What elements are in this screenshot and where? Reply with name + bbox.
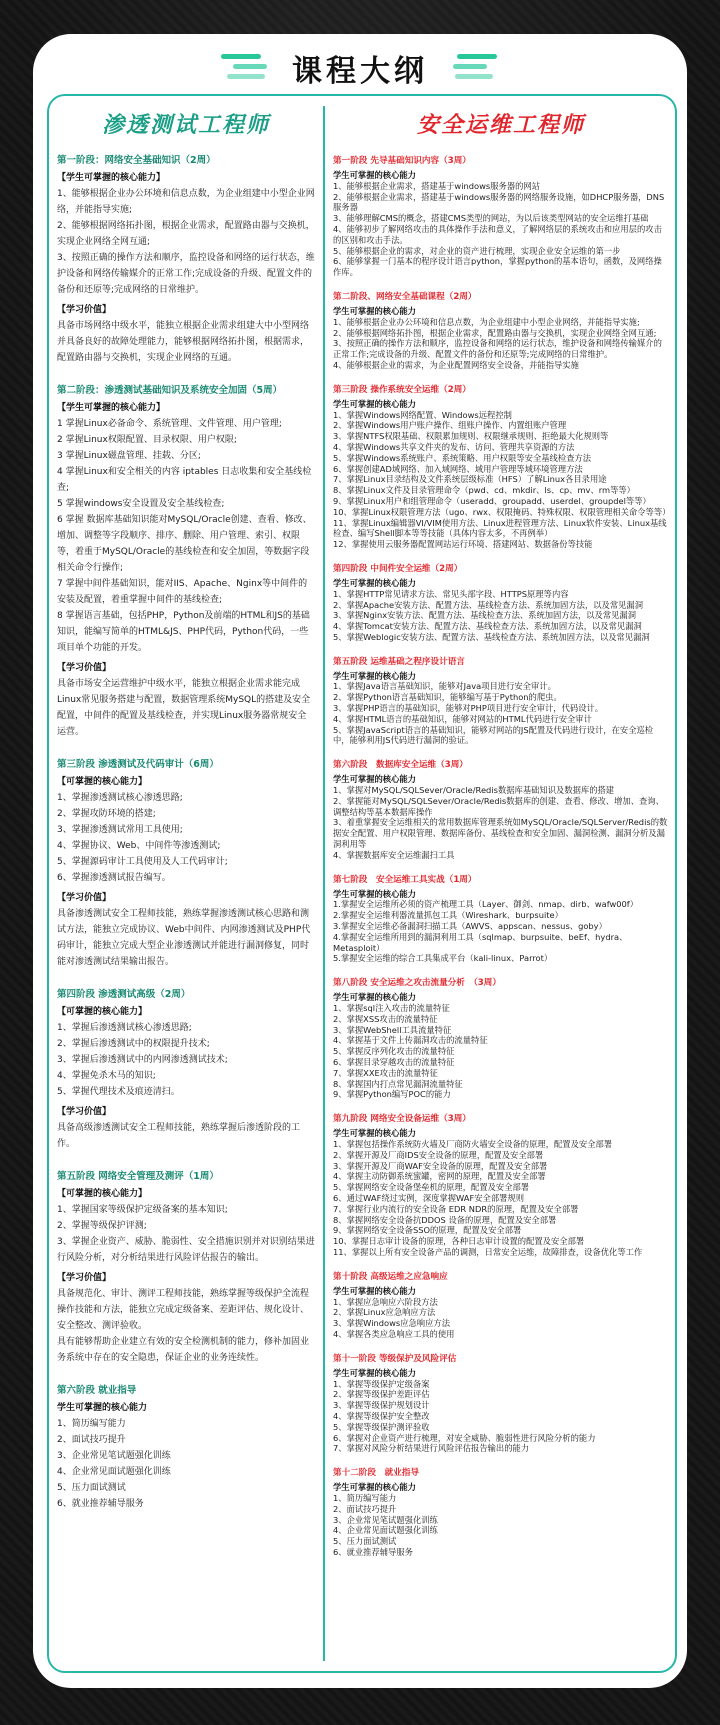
list-item: 2、能够根据企业需求，搭建基于windows服务器的网络服务设施，如DHCP服务器，DNS服务器 <box>333 191 665 213</box>
stage-title: 第四阶段 渗透测试高级（2周） <box>57 989 191 1000</box>
list-item: 1、掌握应急响应六阶段方法 <box>333 1296 438 1307</box>
list-item: 5、掌握Windows系统账户、系统策略、用户权限等安全基线检查方法 <box>333 452 592 463</box>
page-title: 课程大纲 <box>292 54 428 89</box>
right-stage <box>333 655 669 747</box>
list-item: 5 掌握windows安全设置及安全基线检查; <box>57 499 225 509</box>
list-item: 2、掌握开源及厂商IDS安全设备的原理，配置及安全部署 <box>333 1149 544 1160</box>
stage-spacer <box>333 1340 669 1346</box>
section-label: 【学生可掌握的核心能力】 <box>57 403 166 413</box>
list-item: 4、掌握免杀木马的知识; <box>57 1071 156 1081</box>
stage-section <box>333 1286 669 1340</box>
stage-section <box>333 1128 669 1258</box>
section-label: 【学习价值】 <box>57 663 112 673</box>
section-label: 【学习价值】 <box>57 1273 112 1283</box>
stage-spacer <box>333 550 669 556</box>
list-item: 3、掌握Nginx安装方法、配置方法、基线检查方法、系统加固方法，以及常见漏洞 <box>333 610 637 621</box>
list-item: 5、掌握源码审计工具使用及人工代码审计; <box>57 857 228 867</box>
list-item: 4、掌握基于文件上传漏洞攻击的流量特征 <box>333 1035 488 1046</box>
section-label: 【学生可掌握的核心能力】 <box>57 173 166 183</box>
list-item: 2 掌握Linux权限配置、目录权限、用户权限; <box>57 435 237 445</box>
list-item: 4、能够根据企业的需求，为企业配置网络安全设备，并能指导实施 <box>333 359 579 370</box>
section-label: 学生可掌握的核心能力 <box>333 305 416 316</box>
stage-spacer <box>57 740 315 752</box>
list-item: 2、能够根据网络拓扑图，根据企业需求，配置路由器与交换机，实现企业网络全网互通; <box>57 221 315 247</box>
list-item: 6 掌握 数据库基础知识能对MySQL/Oracle创建、查看、修改、增加、调整等字段顺序、排序、删除、用户管理、索引、权限等，着重于MySQL/Oracle的基线检查和安全加固，等数据字段相关命令行操作; <box>57 515 312 573</box>
stage-section <box>333 170 669 278</box>
list-item: 1、掌握渗透测试核心渗透思路; <box>57 793 183 803</box>
right-stage <box>333 1352 669 1454</box>
list-item: 5、掌握反序列化攻击的流量特征 <box>333 1046 455 1057</box>
stage-title: 第五阶段 网络安全管理及测评（1周） <box>57 1171 219 1182</box>
list-item: 3、掌握后渗透测试中的内网渗透测试技术; <box>57 1055 228 1065</box>
stage-title: 第六阶段 数据库安全运维（3周） <box>333 760 468 771</box>
section-label: 学生可掌握的核心能力 <box>333 1482 416 1493</box>
list-item: 2、能够根据网络拓扑图，根据企业需求，配置路由器与交换机，实现企业网络全网互通; <box>333 327 657 338</box>
stage-title: 第五阶段 运维基础之程序设计语言 <box>333 656 465 667</box>
list-item: 3、能够理解CMS的概念，搭建CMS类型的网站，为以后该类型网站的安全运维打基础 <box>333 213 649 224</box>
stage-section <box>57 1400 315 1512</box>
list-item: 3、着重掌握安全运维相关的常用数据库管理系统如MySQL/Oracle/SQLServer/Redis的数据安全配置、用户权限管理、数据库备份、基线检查和安全加固、漏洞检测、漏洞分析及漏洞利用等 <box>333 817 668 850</box>
list-item: 1、掌握sql注入攻击的流量特征 <box>333 1003 450 1014</box>
list-item: 10、掌握Linux权限管理方法（ugo、rwx、权限掩码、特殊权限、权限管理相关命令等等） <box>333 506 671 517</box>
left-column-title: 渗透测试工程师 <box>101 113 270 138</box>
left-column-body <box>57 152 315 1524</box>
syllabus-card <box>33 34 687 1688</box>
stage-title: 第十二阶段 就业指导 <box>333 1468 419 1479</box>
column-divider <box>323 106 325 1661</box>
list-item: 1、掌握后渗透测试核心渗透思路; <box>57 1023 192 1033</box>
list-item: 5、压力面试测试 <box>333 1536 397 1547</box>
list-item: 1、能够根据企业需求，搭建基于windows服务器的网站 <box>333 180 541 191</box>
list-item: 1、掌握Java语言基础知识，能够对Java项目进行安全审计。 <box>333 681 556 692</box>
list-item: 2.掌握安全运维利器流量抓包工具（Wireshark、burpsuite） <box>333 910 563 921</box>
stage-spacer <box>333 1454 669 1460</box>
stage-spacer <box>333 643 669 649</box>
list-item: 6、就业推荐辅导服务 <box>333 1546 413 1557</box>
list-item: 具备市场安全运营维护中级水平，能独立根据企业需求能完成Linux常见服务搭建与配置，数据管理系统MySQL的搭建及安全配置，中间件的配置及基线检查，并实现Linux服务器常规安全运营。 <box>57 679 311 737</box>
list-item: 2、掌握Apache安装方法、配置方法、基线检查方法、系统加固方法，以及常见漏洞 <box>333 599 644 610</box>
right-column <box>333 96 669 1564</box>
stage-spacer <box>57 1512 315 1524</box>
list-item: 4、能够初步了解网络攻击的具体操作手法和意义，了解网络层的系统攻击和应用层的攻击的区别和攻击手法。 <box>333 223 662 245</box>
stage-spacer <box>333 746 669 752</box>
stage-section <box>57 170 315 298</box>
title-decoration-right <box>453 64 487 69</box>
right-stage <box>333 1112 669 1258</box>
stage-section <box>333 671 669 747</box>
stage-section <box>57 1270 315 1366</box>
list-item: 1.掌握安全运维所必须的资产梳理工具（Layer、御剑、nmap、dirb、wafw00f） <box>333 899 639 910</box>
stage-title: 第四阶段 中间件安全运维（2周） <box>333 563 463 574</box>
list-item: 6、掌握目录穿越攻击的流量特征 <box>333 1057 455 1067</box>
right-stage <box>333 976 669 1100</box>
stage-title: 第三阶段 操作系统安全运维（2周） <box>333 384 471 395</box>
stage-section <box>333 992 669 1100</box>
stage-section <box>333 306 669 371</box>
stage-title: 第二阶段、网络安全基础课程（2周） <box>333 291 477 302</box>
list-item: 4、掌握HTML语言的基础知识，能够对网站的HTML代码进行安全审计 <box>333 713 592 724</box>
stage-spacer <box>333 1558 669 1564</box>
list-item: 6、就业推荐辅导服务 <box>57 1499 144 1509</box>
left-stage <box>57 1168 315 1366</box>
list-item: 6、能够掌握一门基本的程序设计语言python，掌握python的基本语句，函数，及网络操作库。 <box>333 256 662 278</box>
list-item: 5.掌握安全运维的综合工具集成平台（kali-linux、Parrot） <box>333 953 553 964</box>
stage-title: 第八阶段 安全运维之攻击流量分析 （3周） <box>333 978 501 989</box>
stage-section <box>57 890 315 970</box>
list-item: 3、掌握开源及厂商WAF安全设备的原理，配置及安全部署 <box>333 1160 548 1171</box>
stage-title: 第七阶段 安全运维工具实战（1周） <box>333 874 477 885</box>
stage-section <box>57 1104 315 1152</box>
stage-spacer <box>333 371 669 377</box>
list-item: 3、掌握企业资产、威胁、脆弱性、安全措施识别并对识别结果进行风险分析，对分析结果进行风险评估报告的输出。 <box>57 1237 315 1263</box>
list-item: 3、掌握等级保护规划设计 <box>333 1400 430 1411</box>
stage-section <box>57 774 315 886</box>
section-label: 学生可掌握的核心能力 <box>333 1128 416 1139</box>
list-item: 8、掌握Linux文件及目录管理命令（pwd、cd、mkdir、ls、cp、mv、rm等等） <box>333 485 635 496</box>
stage-spacer <box>333 278 669 284</box>
list-item: 2、掌握Python语言基础知识，能够编写基于Python的爬虫。 <box>333 692 562 703</box>
stage-section <box>57 400 315 656</box>
list-item: 3.掌握安全运维必备漏洞扫描工具（AWVS、appscan、nessus、goby） <box>333 921 607 932</box>
list-item: 7、掌握XXE攻击的流量特征 <box>333 1067 438 1078</box>
list-item: 具备规范化、审计、测评工程师技能，熟练掌握等级保护全流程操作技能和方法，能独立完成定级备案、差距评估、规化设计、安全整改、测评验收。 <box>57 1289 310 1331</box>
right-column-title: 安全运维工程师 <box>416 113 585 138</box>
stage-spacer <box>333 1258 669 1264</box>
list-item: 4、掌握Tomcat安装方法、配置方法、基线检查方法、系统加固方法，以及常见漏洞 <box>333 621 642 632</box>
section-label: 学生可掌握的核心能力 <box>333 774 416 785</box>
right-stage <box>333 873 669 965</box>
stage-title: 第六阶段 就业指导 <box>57 1385 137 1396</box>
section-label: 学生可掌握的核心能力 <box>333 888 416 899</box>
list-item: 9、掌握网络安全设备SSO的原理，配置及安全部署 <box>333 1225 522 1236</box>
list-item: 3、掌握WebShell工具流量特征 <box>333 1024 452 1035</box>
stage-spacer <box>57 366 315 378</box>
stage-title: 第三阶段 渗透测试及代码审计（6周） <box>57 759 219 770</box>
list-item: 9、掌握Linux用户和组管理命令（useradd、groupadd、userdel、groupdel等等） <box>333 495 651 506</box>
stage-section <box>333 1482 669 1558</box>
list-item: 5、掌握网络安全设备堡垒机的原理，配置及安全部署 <box>333 1182 530 1193</box>
section-label: 学生可掌握的核心能力 <box>333 670 416 681</box>
right-stage <box>333 1270 669 1340</box>
two-column-frame <box>47 94 677 1673</box>
list-item: 5、压力面试测试 <box>57 1483 126 1493</box>
list-item: 4.掌握安全运维所用到的漏洞利用工具（sqlmap、burpsuite、beEf、hydra、Metasploit） <box>333 931 628 953</box>
stage-title: 第二阶段：渗透测试基础知识及系统安全加固（5周） <box>57 385 283 396</box>
list-item: 4 掌握Linux和安全相关的内容 iptables 日志收集和安全基线检查; <box>57 467 312 493</box>
list-item: 1、掌握国家等级保护定级备案的基本知识; <box>57 1205 228 1215</box>
list-item: 1、简历编写能力 <box>333 1492 397 1503</box>
stage-spacer <box>333 964 669 970</box>
list-item: 1、能够根据企业办公环境和信息点数，为企业组建中小型企业网络，并能指导实施; <box>57 189 315 215</box>
list-item: 4、企业常见面试题强化训练 <box>57 1467 171 1477</box>
list-item: 5、掌握JavaScript语言的基础知识，能够对网站的JS配置及代码进行设计，在安全巡检中，能够利用JS代码进行漏洞的验证。 <box>333 724 654 746</box>
section-label: 学生可掌握的核心能力 <box>333 1367 416 1378</box>
list-item: 4、掌握数据库安全运维漏扫工具 <box>333 849 455 860</box>
list-item: 4、掌握Windows共享文件夹的发布、访问、管理共享资源的方法 <box>333 441 575 452</box>
stage-section <box>333 889 669 965</box>
right-column-body <box>333 154 669 1564</box>
list-item: 7 掌握中间件基础知识，能对IIS、Apache、Nginx等中间件的安装及配置，着重掌握中间件的基线检查; <box>57 579 308 605</box>
list-item: 11、掌握以上所有安全设备产品的调测，日常安全运维，故障排查，设备优化等工作 <box>333 1246 643 1257</box>
list-item: 2、掌握后渗透测试中的权限提升技术; <box>57 1039 210 1049</box>
stage-section <box>57 302 315 366</box>
list-item: 1、掌握等级保护定级备案 <box>333 1378 430 1389</box>
left-stage <box>57 382 315 740</box>
list-item: 8、掌握国内打点常见漏洞流量特征 <box>333 1078 463 1089</box>
list-item: 8、掌握网络安全设备抗DDOS 设备的原理，配置及安全部署 <box>333 1214 557 1225</box>
list-item: 4、掌握等级保护安全整改 <box>333 1410 430 1421</box>
section-label: 【学习价值】 <box>57 1107 112 1117</box>
stage-section <box>57 1186 315 1266</box>
list-item: 2、掌握XSS攻击的流量特征 <box>333 1013 438 1024</box>
stage-title: 第一阶段：网络安全基础知识（2周） <box>57 155 216 166</box>
left-stage <box>57 756 315 970</box>
stage-spacer <box>333 861 669 867</box>
list-item: 1、掌握HTTP常见请求方法、常见头部字段、HTTPS原理等内容 <box>333 588 569 599</box>
list-item: 6、掌握渗透测试报告编写。 <box>57 873 171 883</box>
section-label: 学生可掌握的核心能力 <box>333 1285 416 1296</box>
left-column <box>57 96 315 1524</box>
list-item: 3、掌握Windows应急响应方法 <box>333 1318 450 1329</box>
list-item: 3、企业常见笔试题强化训练 <box>57 1451 171 1461</box>
list-item: 10、掌握日志审计设备的原理，各种日志审计设置的配置及安全部署 <box>333 1236 585 1247</box>
right-stage <box>333 154 669 278</box>
section-label: 【学习价值】 <box>57 893 112 903</box>
list-item: 5、掌握Weblogic安装方法、配置方法、基线检查方法、系统加固方法，以及常见漏洞 <box>333 631 650 642</box>
left-stage <box>57 1382 315 1512</box>
stage-title: 第一阶段 先导基础知识内容（3周） <box>333 156 471 166</box>
list-item: 3、企业常见笔试题强化训练 <box>333 1514 438 1525</box>
stage-section <box>333 1368 669 1454</box>
list-item: 4、企业常见面试题强化训练 <box>333 1525 438 1536</box>
stage-spacer <box>57 970 315 982</box>
list-item: 3、掌握PHP语言的基础知识，能够对PHP项目进行安全审计，代码设计。 <box>333 703 604 714</box>
stage-title: 第九阶段 网络安全设备运维（3周） <box>333 1114 471 1125</box>
list-item: 1 掌握Linux必备命令、系统管理、文件管理、用户管理; <box>57 419 282 429</box>
list-item: 2、掌握攻防环境的搭建; <box>57 809 156 819</box>
stage-spacer <box>57 1152 315 1164</box>
list-item: 7、掌握Linux目录结构及文件系统层级标准（HFS）了解Linux各目录用途 <box>333 474 607 485</box>
list-item: 2、掌握等级保护评测; <box>57 1221 147 1231</box>
list-item: 6、掌握创建AD域网络、加入域网络、域用户管理等域环境管理方法 <box>333 463 583 474</box>
list-item: 具有能够帮助企业建立有效的安全检测机制的能力，修补加固业务系统中存在的安全隐患，保证企业的业务连续性。 <box>57 1337 310 1363</box>
list-item: 6、通过WAF绕过实例，深度掌握WAF安全部署规则 <box>333 1192 525 1203</box>
stage-title: 第十一阶段 等级保护及风险评估 <box>333 1353 457 1364</box>
list-item: 2、掌握等级保护差距评估 <box>333 1389 430 1400</box>
title-decoration-right <box>455 74 493 79</box>
section-label: 【可掌握的核心能力】 <box>57 777 148 787</box>
list-item: 具备渗透测试安全工程师技能，熟练掌握渗透测试核心思路和测试方法，能独立完成协议、Web中间件、内网渗透测试及PHP代码审计，能独立完成大型企业渗透测试并能进行漏洞修复，同时能对渗透测试结果输出报告。 <box>57 909 311 967</box>
stage-spacer <box>57 1366 315 1378</box>
list-item: 1、能够根据企业办公环境和信息点数，为企业组建中小型企业网络，并能指导实施; <box>333 316 640 327</box>
list-item: 具备高级渗透测试安全工程师技能，熟练掌握后渗透阶段的工作。 <box>57 1123 301 1149</box>
list-item: 6、掌握对企业资产进行梳理，对安全威胁、脆弱性进行风险分析的能力 <box>333 1432 596 1443</box>
list-item: 1、掌握Windows网络配置、Windows远程控制 <box>333 409 512 420</box>
stage-section <box>57 660 315 740</box>
section-label: 【学习价值】 <box>57 305 112 315</box>
section-label: 学生可掌握的核心能力 <box>333 577 416 588</box>
list-item: 4、掌握各类应急响应工具的使用 <box>333 1328 455 1339</box>
header <box>33 34 687 98</box>
list-item: 5、掌握等级保护测评验收 <box>333 1421 430 1432</box>
list-item: 具备市场网络中级水平，能独立根据企业需求组建大中小型网络并具备良好的故障处理能力，能够根据网络拓扑图，根据需求，配置路由器与交换机，实现企业网络的互通。 <box>57 321 310 363</box>
list-item: 3、掌握渗透测试常用工具使用; <box>57 825 183 835</box>
stage-section <box>333 774 669 860</box>
list-item: 7、掌握行业内流行的安全设备 EDR NDR的原理，配置及安全部署 <box>333 1203 579 1214</box>
section-label: 学生可掌握的核心能力 <box>333 398 416 409</box>
right-stage <box>333 290 669 371</box>
section-label: 学生可掌握的核心能力 <box>333 170 416 180</box>
list-item: 12、掌握使用云服务器配置网站运行环境、搭建网站、数据备份等技能 <box>333 539 593 550</box>
list-item: 3 掌握Linux磁盘管理、挂载、分区; <box>57 451 201 461</box>
section-label: 学生可掌握的核心能力 <box>57 1403 148 1413</box>
list-item: 2、面试技巧提升 <box>57 1435 126 1445</box>
list-item: 9、掌握Python编写POC的能力 <box>333 1089 451 1100</box>
stage-section <box>333 578 669 643</box>
list-item: 2、掌握能对MySQL/SQLSever/Oracle/Redis数据库的创建、查看、修改、增加、查询、调整结构等基本数据库操作 <box>333 795 664 817</box>
title-decoration-right <box>457 54 497 59</box>
stage-section <box>333 399 669 550</box>
list-item: 5、能够根据企业的需求，对企业的资产进行梳理，实现企业安全运维的第一步 <box>333 245 621 256</box>
left-stage <box>57 152 315 366</box>
list-item: 2、掌握Windows用户账户操作、组账户操作、内置组账户管理 <box>333 420 567 431</box>
list-item: 2、面试技巧提升 <box>333 1503 397 1514</box>
right-stage <box>333 1466 669 1558</box>
list-item: 3、按照正确的操作方法和顺序，监控设备和网络的运行状态，维护设备和网络传输媒介的正常工作;完成设备的升级、配置文件的备份和还原等;完成网络的日常维护。 <box>333 338 662 360</box>
list-item: 8 掌握语言基础，包括PHP，Python及前端的HTML和JS的基础知识，能编写简单的HTML&JS、PHP代码，Python代码，一些项目单个功能的开发。 <box>57 611 310 653</box>
list-item: 1、掌握对MySQL/SQLSever/Oracle/Redis数据库基础知识及数据库的搭建 <box>333 785 615 796</box>
section-label: 【可掌握的核心能力】 <box>57 1189 148 1199</box>
right-stage <box>333 758 669 860</box>
right-stage <box>333 562 669 643</box>
list-item: 11、掌握Linux编辑器VI/VIM使用方法、Linux进程管理方法、Linux软件安装、Linux基线检查、编写Shell脚本等等技能（具体内容太多，不再例举） <box>333 517 667 539</box>
stage-section <box>57 1004 315 1100</box>
list-item: 4、掌握协议、Web、中间件等渗透测试; <box>57 841 221 851</box>
list-item: 1、掌握包括操作系统防火墙及厂商防火墙安全设备的原理，配置及安全部署 <box>333 1138 613 1149</box>
right-stage <box>333 383 669 550</box>
list-item: 3、按照正确的操作方法和顺序，监控设备和网络的运行状态，维护设备和网络传输媒介的正常工作;完成设备的升级、配置文件的备份和还原等;完成网络的日常维护。 <box>57 253 315 295</box>
stage-spacer <box>333 1100 669 1106</box>
section-label: 【可掌握的核心能力】 <box>57 1007 148 1017</box>
left-stage <box>57 986 315 1152</box>
list-item: 3、掌握NTFS权限基础、权限累加规则、权限继承规则、拒绝最大化规则等 <box>333 431 609 442</box>
list-item: 1、简历编写能力 <box>57 1419 126 1429</box>
list-item: 2、掌握Linux应急响应方法 <box>333 1307 436 1318</box>
list-item: 7、掌握对风险分析结果进行风险评估报告输出的能力 <box>333 1443 530 1454</box>
list-item: 4、掌握主动防御系统蜜罐，密网的原理，配置及安全部署 <box>333 1171 546 1182</box>
stage-title: 第十阶段 高级运维之应急响应 <box>333 1271 448 1282</box>
section-label: 学生可掌握的核心能力 <box>333 992 416 1003</box>
list-item: 5、掌握代理技术及痕迹清扫。 <box>57 1087 180 1097</box>
